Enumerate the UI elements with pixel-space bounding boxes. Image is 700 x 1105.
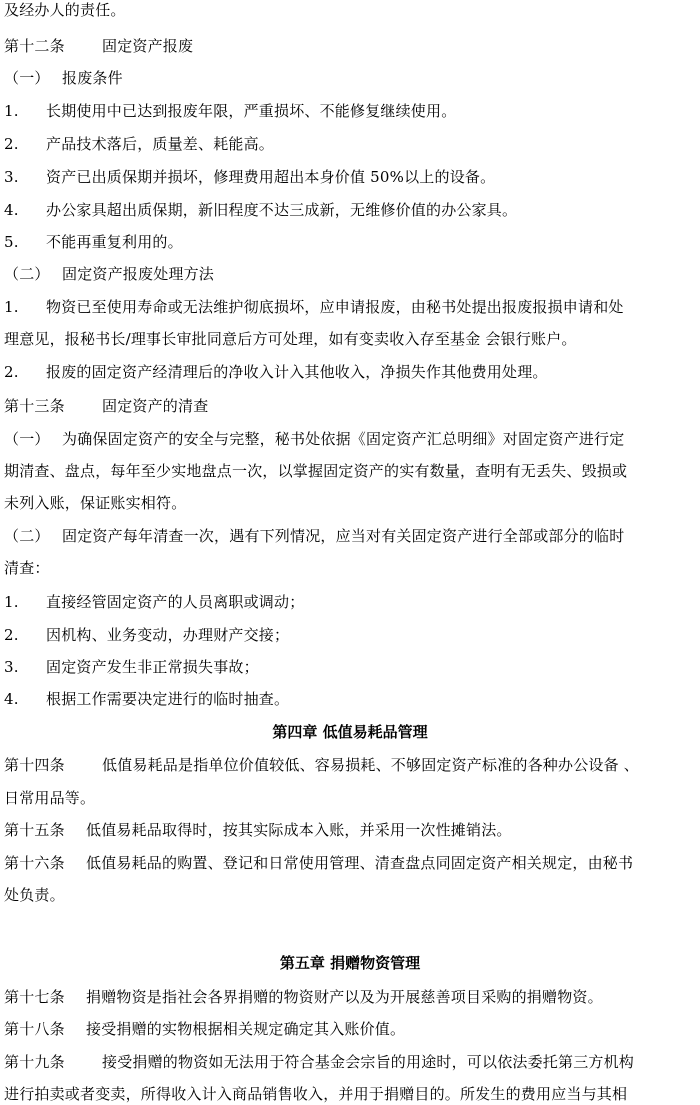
item-number: 4. xyxy=(4,690,19,708)
list-item xyxy=(4,362,692,382)
section-number: （二） xyxy=(4,265,50,283)
text-line xyxy=(4,788,692,808)
article-15 xyxy=(4,820,692,840)
section-heading xyxy=(4,68,692,88)
article-13-heading xyxy=(4,396,692,416)
article-number: 第十三条 xyxy=(4,397,65,415)
article-number: 第十六条 xyxy=(4,854,65,872)
item-text: 物资已至使用寿命或无法维护彻底损坏，应申请报废，由秘书处提出报废报损申请和处 xyxy=(46,298,624,316)
list-item xyxy=(4,592,692,612)
item-text: 产品技术落后，质量差、耗能高。 xyxy=(46,135,275,153)
item-number: 2. xyxy=(4,626,19,644)
item-number: 1. xyxy=(4,298,19,316)
item-text: 固定资产发生非正常损失事故； xyxy=(46,658,259,676)
list-item xyxy=(4,134,692,154)
item-number: 3. xyxy=(4,168,19,186)
text-line xyxy=(4,885,692,905)
paragraph-text: 低值易耗品是指单位价值较低、容易损耗、不够固定资产标准的各种办公设备 、 xyxy=(102,756,639,774)
paragraph-text: 接受捐赠的物资如无法用于符合基金会宗旨的用途时，可以依法委托第三方机构 xyxy=(102,1053,635,1071)
article-16 xyxy=(4,853,692,873)
paragraph-text: 接受捐赠的实物根据相关规定确定其入账价值。 xyxy=(86,1020,406,1038)
paragraph-text: 理意见，报秘书长/理事长审批同意后方可处理，如有变卖收入存至基金 会银行账户。 xyxy=(4,330,577,348)
article-12-heading xyxy=(4,36,692,56)
article-17 xyxy=(4,987,692,1007)
item-text: 办公家具超出质保期，新旧程度不达三成新，无维修价值的办公家具。 xyxy=(46,201,518,219)
article-14 xyxy=(4,755,692,775)
section-number: （一） xyxy=(4,430,50,448)
section-number: （二） xyxy=(4,527,50,545)
article-number: 第十七条 xyxy=(4,988,65,1006)
paragraph-text: 及经办人的责任。 xyxy=(4,1,126,19)
article-18 xyxy=(4,1019,692,1039)
item-number: 1. xyxy=(4,102,19,120)
list-item xyxy=(4,167,692,187)
text-line xyxy=(4,493,692,513)
list-item xyxy=(4,657,692,677)
text-line xyxy=(4,329,692,349)
paragraph-text: 固定资产每年清查一次，遇有下列情况，应当对有关固定资产进行全部或部分的临时 xyxy=(62,527,625,545)
item-text: 根据工作需要决定进行的临时抽查。 xyxy=(46,690,290,708)
text-line xyxy=(4,1084,692,1104)
list-item xyxy=(4,689,692,709)
item-text: 资产已出质保期并损坏，修理费用超出本身价值 50%以上的设备。 xyxy=(46,168,496,186)
section-title: 报废条件 xyxy=(62,69,123,87)
paragraph-text: 低值易耗品取得时，按其实际成本入账，并采用一次性摊销法。 xyxy=(86,821,512,839)
paragraph-text: 为确保固定资产的安全与完整，秘书处依据《固定资产汇总明细》对固定资产进行定 xyxy=(62,430,625,448)
item-number: 3. xyxy=(4,658,19,676)
paragraph-text: 捐赠物资是指社会各界捐赠的物资财产以及为开展慈善项目采购的捐赠物资。 xyxy=(86,988,603,1006)
article-number: 第十九条 xyxy=(4,1053,65,1071)
text-line xyxy=(4,461,692,481)
section-paragraph xyxy=(4,526,692,546)
paragraph-text: 低值易耗品的购置、登记和日常使用管理、清查盘点同固定资产相关规定，由秘书 xyxy=(86,854,634,872)
item-text: 不能再重复利用的。 xyxy=(46,233,183,251)
paragraph-text: 期清查、盘点，每年至少实地盘点一次，以掌握固定资产的实有数量，查明有无丢失、毁损或 xyxy=(4,462,628,480)
list-item xyxy=(4,200,692,220)
item-number: 5. xyxy=(4,233,19,251)
chapter-4-heading: 第四章 低值易耗品管理 xyxy=(272,723,428,741)
article-19 xyxy=(4,1052,692,1072)
text-line xyxy=(4,0,692,20)
item-text: 长期使用中已达到报废年限，严重损坏、不能修复继续使用。 xyxy=(46,102,457,120)
item-number: 1. xyxy=(4,593,19,611)
article-number: 第十八条 xyxy=(4,1020,65,1038)
chapter-5-heading: 第五章 捐赠物资管理 xyxy=(279,954,421,972)
item-number: 2. xyxy=(4,363,19,381)
article-title: 固定资产的清查 xyxy=(102,397,209,415)
article-number: 第十五条 xyxy=(4,821,65,839)
article-title: 固定资产报废 xyxy=(102,37,194,55)
article-number: 第十二条 xyxy=(4,37,65,55)
section-number: （一） xyxy=(4,69,50,87)
list-item xyxy=(4,101,692,121)
item-number: 4. xyxy=(4,201,19,219)
section-paragraph xyxy=(4,429,692,449)
section-title: 固定资产报废处理方法 xyxy=(62,265,215,283)
list-item xyxy=(4,297,692,317)
text-line xyxy=(4,558,692,578)
item-text: 直接经管固定资产的人员离职或调动； xyxy=(46,593,305,611)
item-text: 报废的固定资产经清理后的净收入计入其他收入，净损失作其他费用处理。 xyxy=(46,363,548,381)
paragraph-text: 进行拍卖或者变卖，所得收入计入商品销售收入，并用于捐赠目的。所发生的费用应当与其相 xyxy=(4,1085,628,1103)
section-heading xyxy=(4,264,692,284)
paragraph-text: 处负责。 xyxy=(4,886,65,904)
paragraph-text: 清查： xyxy=(4,559,50,577)
list-item xyxy=(4,232,692,252)
article-number: 第十四条 xyxy=(4,756,65,774)
item-text: 因机构、业务变动，办理财产交接； xyxy=(46,626,290,644)
item-number: 2. xyxy=(4,135,19,153)
paragraph-text: 日常用品等。 xyxy=(4,789,96,807)
paragraph-text: 未列入账，保证账实相符。 xyxy=(4,494,187,512)
list-item xyxy=(4,625,692,645)
